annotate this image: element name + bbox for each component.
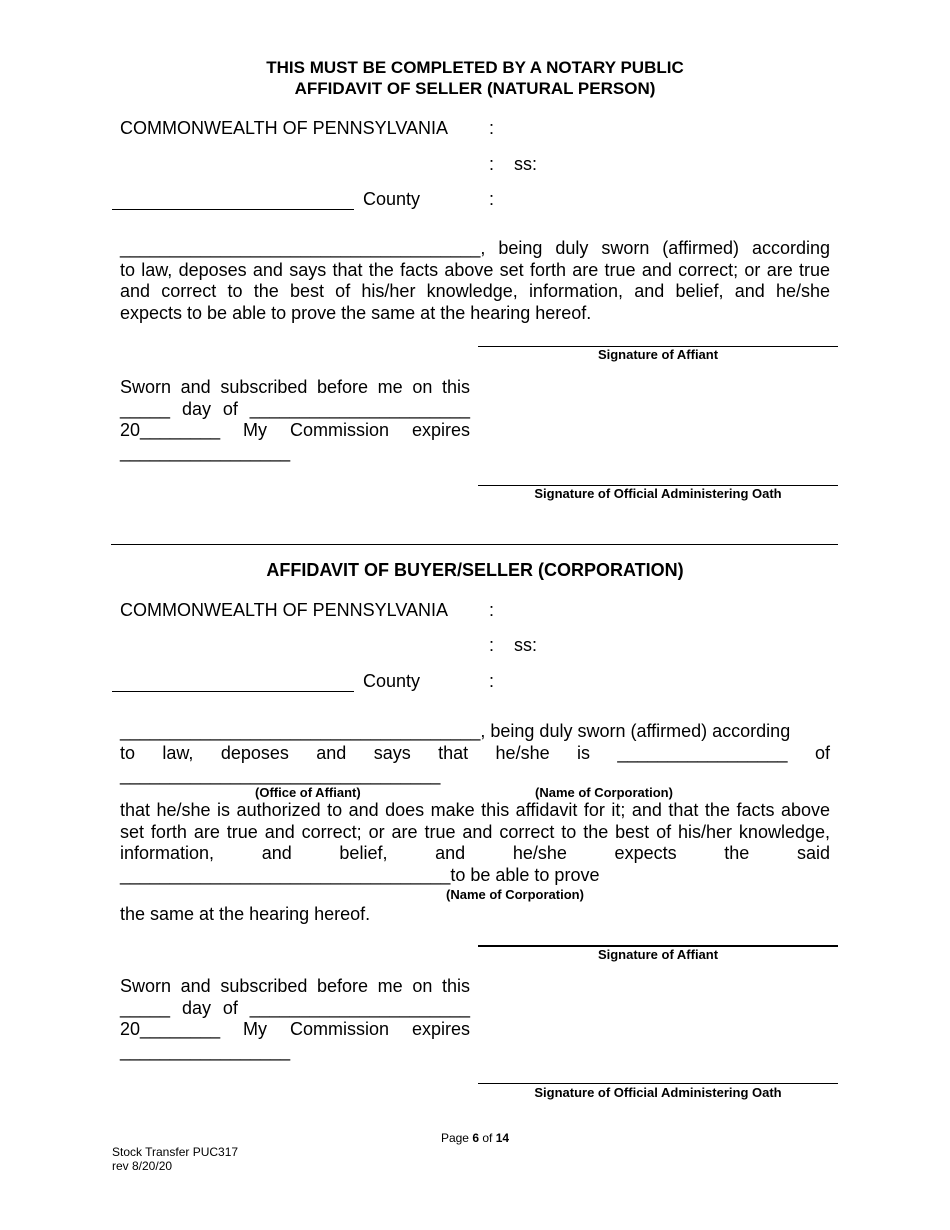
paragraph-line: set forth are true and correct; or are true and correct to the best of his/her knowledge, [120,821,830,842]
paragraph-line-justified [120,742,830,764]
commonwealth-label: COMMONWEALTH OF PENNSYLVANIA [120,118,449,138]
signature-of-affiant-label: Signature of Affiant [597,347,719,362]
paragraph-word: of [814,743,830,763]
sworn-line: 20________ My Commission expires [120,420,470,440]
paragraph-word: to [120,743,136,763]
venue-colon: : [489,154,495,174]
form-id: Stock Transfer PUC317 [112,1145,239,1159]
paragraph-line: ____________________________________, being duly sworn (affirmed) according [120,238,830,258]
office-of-affiant-label: (Office of Affiant) [255,785,361,800]
ss-label: ss: [514,154,538,174]
paragraph-word: law, [162,743,194,763]
official-signature-line[interactable] [478,1083,838,1084]
paragraph-line: that he/she is authorized to and does make this affidavit for it; and that the facts above [120,800,830,820]
office-of-affiant-blank[interactable]: ________________________________ [120,765,441,785]
paragraph-line: information, and belief, and he/she expects the said [120,843,830,863]
header-line-2: AFFIDAVIT OF SELLER (NATURAL PERSON) [294,79,656,98]
sworn-line: _____ day of ______________________ [120,997,470,1018]
page-total: 14 [495,1131,510,1145]
page-current: 6 [472,1131,479,1145]
venue-colon: : [489,671,495,691]
commonwealth-label: COMMONWEALTH OF PENNSYLVANIA [120,600,449,620]
sworn-line: _____ day of ______________________ [120,398,470,419]
paragraph-word: is [576,743,590,763]
county-blank[interactable] [112,209,354,210]
signature-of-affiant-label: Signature of Affiant [597,947,719,962]
paragraph-word: he/she [495,743,550,763]
paragraph-line: and correct to the best of his/her knowledge, information, and belief, and he/she [120,281,830,301]
paragraph-line: ____________________________________, being duly sworn (affirmed) according [120,721,791,741]
section-title: AFFIDAVIT OF BUYER/SELLER (CORPORATION) [266,560,684,580]
paragraph-line: expects to be able to prove the same at the hearing hereof. [120,302,592,323]
sworn-line: _________________ [120,1040,291,1061]
signature-of-official-label: Signature of Official Administering Oath [534,486,782,501]
venue-colon: : [489,635,495,655]
paragraph-word: and [316,743,347,763]
ss-label: ss: [514,635,538,655]
county-label: County [363,189,421,209]
paragraph-word: that [438,743,469,763]
venue-colon: : [489,189,495,209]
sworn-block [120,976,470,1062]
name-of-corporation-label: (Name of Corporation) [535,785,673,800]
corporation-name-blank[interactable]: _________________ [617,743,788,763]
header-line-1: THIS MUST BE COMPLETED BY A NOTARY PUBLIC [266,58,684,77]
sworn-block [120,377,470,463]
sworn-line: Sworn and subscribed before me on this [120,976,470,996]
page-of: of [479,1131,496,1145]
name-of-corporation-label: (Name of Corporation) [446,887,584,902]
sworn-line: Sworn and subscribed before me on this [120,377,470,397]
venue-colon: : [489,118,495,138]
sworn-line: _________________ [120,441,291,462]
affidavit-paragraph [120,800,830,886]
paragraph-line: to law, deposes and says that the facts above set forth are true and correct; or are true [120,259,830,280]
paragraph-word: says [373,743,411,763]
section-divider [111,544,838,545]
paragraph-word: deposes [220,743,289,763]
signature-of-official-label: Signature of Official Administering Oath [534,1085,782,1100]
page-prefix: Page [440,1131,473,1145]
paragraph-line: the same at the hearing hereof. [120,904,371,924]
paragraph-line: _________________________________to be able to prove [120,864,600,885]
county-blank[interactable] [112,691,354,692]
venue-colon: : [489,600,495,620]
page-number [0,1131,950,1145]
affidavit-paragraph [120,238,830,324]
revision-date: rev 8/20/20 [112,1159,173,1173]
county-label: County [363,671,421,691]
sworn-line: 20________ My Commission expires [120,1019,470,1039]
